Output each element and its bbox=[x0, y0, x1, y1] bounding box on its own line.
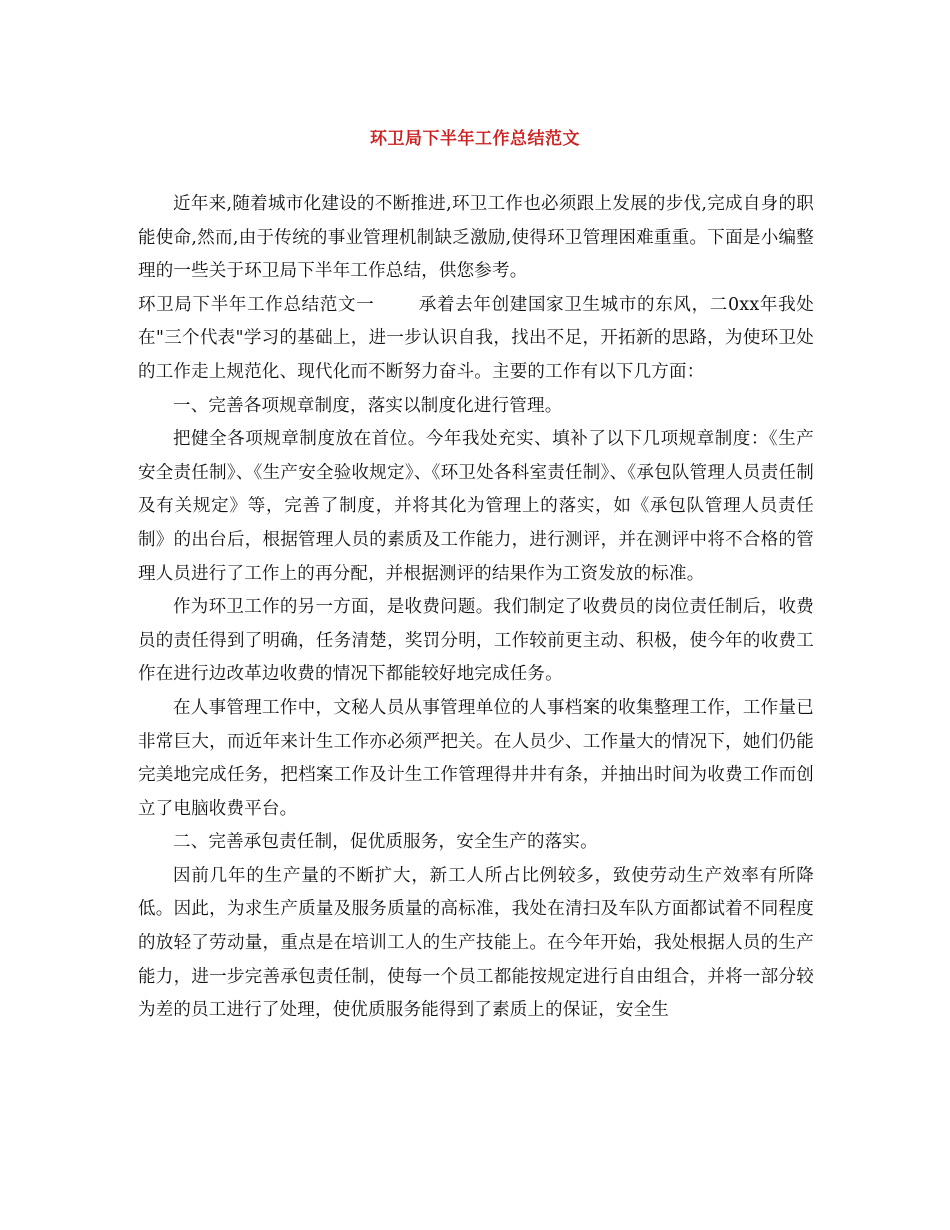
point2-paragraph-1: 因前几年的生产量的不断扩大，新工人所占比例较多，致使劳动生产效率有所降低。因此，为求生产质量及服务质量的高标准，我处在清扫及车队方面都试着不同程度的放轻了劳动量，重点是在培训工人的生产技能上。在今年开始，我处根据人员的生产能力，进一步完善承包责任制，使每一个员工都能按规定进行自由组合，并将一部分较为差的员工进行了处理，使优质服务能得到了素质上的保证，安全生 bbox=[138, 865, 814, 1021]
point1-heading: 一、完善各项规章制度，落实以制度化进行管理。 bbox=[173, 395, 563, 416]
point2-heading: 二、完善承包责任制，促优质服务，安全生产的落实。 bbox=[173, 832, 598, 853]
section-heading: 环卫局下半年工作总结范文一 bbox=[138, 294, 375, 315]
point1-paragraph-2: 作为环卫工作的另一方面，是收费问题。我们制定了收费员的岗位责任制后，收费员的责任得到了明确，任务清楚，奖罚分明，工作较前更主动、积极，使今年的收费工作在进行边改革边收费的情况下都能较好地完成任务。 bbox=[138, 597, 814, 685]
section-lead: 承着去年创建国家卫生城市的东风，二0xx年我处在"三个代表"学习的基础上，进一步认识自我，找出不足，开拓新的思路，为使环卫处的工作走上规范化、现代化而不断努力奋斗。主要的工作有以下几方面： bbox=[138, 294, 814, 382]
document-title: 环卫局下半年工作总结范文 bbox=[370, 129, 580, 149]
document-body bbox=[138, 188, 814, 1028]
point1-paragraph-1: 把健全各项规章制度放在首位。今年我处充实、填补了以下几项规章制度：《生产安全责任制》、《生产安全验收规定》、《环卫处各科室责任制》、《承包队管理人员责任制及有关规定》等，完善了制度，并将其化为管理上的落实，如《承包队管理人员责任制》的出台后，根据管理人员的素质及工作能力，进行测评，并在测评中将不合格的管理人员进行了工作上的再分配，并根据测评的结果作为工资发放的标准。 bbox=[138, 429, 814, 584]
intro-paragraph: 近年来,随着城市化建设的不断推进,环卫工作也必须跟上发展的步伐,完成自身的职能使命,然而,由于传统的事业管理机制缺乏激励,使得环卫管理困难重重。下面是小编整理的一些关于环卫局下半年工作总结，供您参考。 bbox=[138, 194, 814, 282]
section-paragraph bbox=[138, 289, 814, 390]
point1-paragraph-3: 在人事管理工作中，文秘人员从事管理单位的人事档案的收集整理工作，工作量已非常巨大，而近年来计生工作亦必须严把关。在人员少、工作量大的情况下，她们仍能完美地完成任务，把档案工作及计生工作管理得井井有条，并抽出时间为收费工作而创立了电脑收费平台。 bbox=[138, 697, 814, 819]
